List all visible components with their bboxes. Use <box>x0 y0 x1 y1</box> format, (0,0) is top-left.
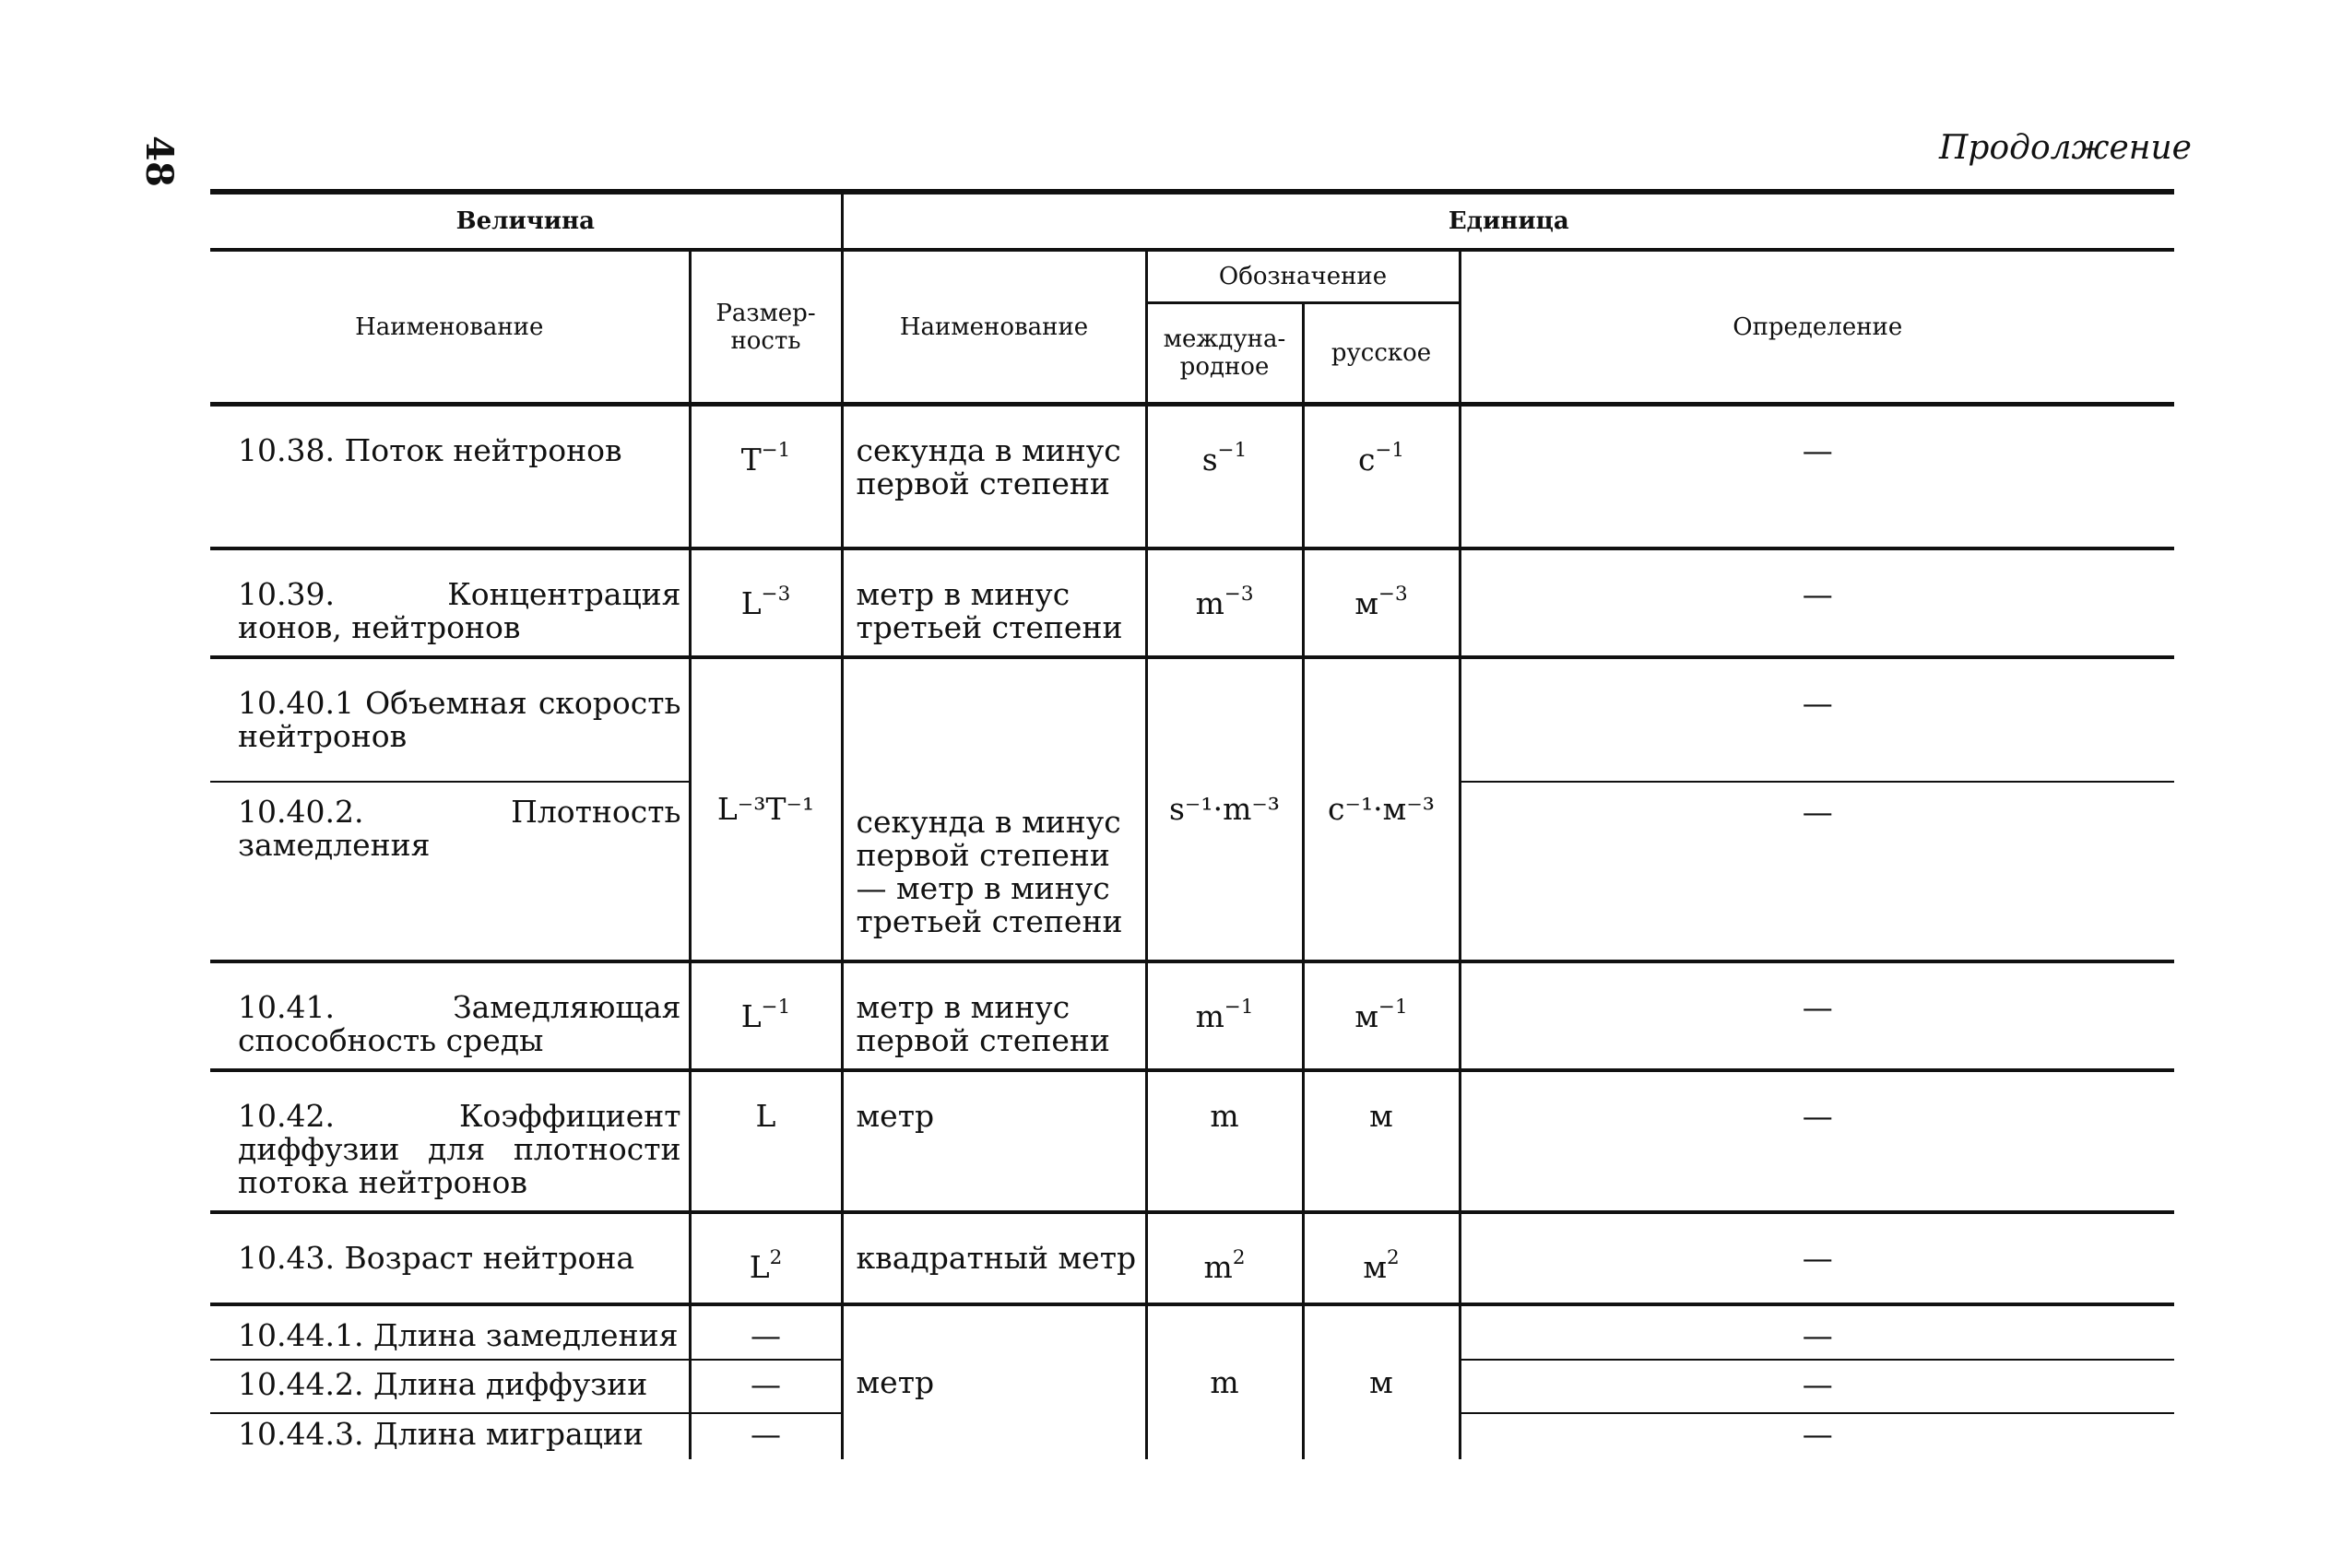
definition-cell: — <box>1460 1360 2174 1413</box>
quantity-cell: 10.41. Замедляющая способность среды <box>210 961 690 1070</box>
header-definition: Определение <box>1460 250 2174 405</box>
table-row <box>210 657 2174 782</box>
quantity-cell: 10.38. Поток нейтронов <box>210 405 690 548</box>
intl-symbol-cell: s⁻¹·m⁻³ <box>1146 657 1303 961</box>
rus-symbol-cell: $с^{-1}$ <box>1303 405 1460 548</box>
quantity-cell: 10.40.1 Объемная скорость нейтронов <box>210 657 690 782</box>
rus-symbol-cell: $м^{-3}$ <box>1303 548 1460 657</box>
dimension-cell: $T^{-1}$ <box>690 405 842 548</box>
dimension-cell: $L^2$ <box>690 1212 842 1304</box>
header-quantity-group: Величина <box>210 192 842 250</box>
definition-cell: — <box>1460 548 2174 657</box>
rus-symbol-cell: $м^{-1}$ <box>1303 961 1460 1070</box>
intl-symbol-cell: m <box>1146 1070 1303 1212</box>
header-russian: русское <box>1303 303 1460 405</box>
quantity-cell: 10.43. Возраст нейтрона <box>210 1212 690 1304</box>
page-number: 48 <box>137 136 182 187</box>
header-quantity-name: Наименование <box>210 250 690 405</box>
table-row <box>210 548 2174 657</box>
unit-name-cell: метр <box>842 1070 1146 1212</box>
rus-symbol-cell: $м^2$ <box>1303 1212 1460 1304</box>
table-row <box>210 1212 2174 1304</box>
dimension-cell: L⁻³T⁻¹ <box>690 657 842 961</box>
intl-symbol-cell: $m^{-3}$ <box>1146 548 1303 657</box>
unit-name-cell: метр в минус первой степени <box>842 961 1146 1070</box>
quantity-cell: 10.42. Коэффициент диффузии для плотности потока нейтронов <box>210 1070 690 1212</box>
header-unit-group: Единица <box>842 192 2174 250</box>
definition-cell: — <box>1460 657 2174 782</box>
definition-cell: — <box>1460 405 2174 548</box>
dimension-cell: L <box>690 1070 842 1212</box>
intl-symbol-cell: $m^{-1}$ <box>1146 961 1303 1070</box>
quantity-cell: 10.39. Концентрация ионов, нейтронов <box>210 548 690 657</box>
definition-cell: — <box>1460 1304 2174 1360</box>
dimension-cell: $L^{-1}$ <box>690 961 842 1070</box>
unit-name-cell: метр в минус третьей степени <box>842 548 1146 657</box>
definition-cell: — <box>1460 782 2174 961</box>
dimension-cell: — <box>690 1413 842 1459</box>
rus-symbol-cell: с⁻¹·м⁻³ <box>1303 657 1460 961</box>
quantity-cell: 10.44.2. Длина диффузии <box>210 1360 690 1413</box>
definition-cell: — <box>1460 1070 2174 1212</box>
header-international: междуна-родное <box>1146 303 1303 405</box>
table-row <box>210 1304 2174 1360</box>
quantity-cell: 10.44.3. Длина миграции <box>210 1413 690 1459</box>
header-dimension: Размер-ность <box>690 250 842 405</box>
unit-name-cell: секунда в минус первой степени — метр в минус третьей степени <box>842 657 1146 961</box>
quantity-cell: 10.44.1. Длина замедления <box>210 1304 690 1360</box>
continuation-label: Продолжение <box>1939 129 2192 167</box>
unit-name-cell: секунда в минус первой степени <box>842 405 1146 548</box>
table-row <box>210 1070 2174 1212</box>
header-row-designation <box>210 250 2174 303</box>
rus-symbol-cell: м <box>1303 1304 1460 1459</box>
table-row <box>210 405 2174 548</box>
header-designation: Обозначение <box>1146 250 1460 303</box>
dimension-cell: — <box>690 1304 842 1360</box>
header-unit-name: Наименование <box>842 250 1146 405</box>
dimension-cell: — <box>690 1360 842 1413</box>
unit-name-cell: метр <box>842 1304 1146 1459</box>
definition-cell: — <box>1460 961 2174 1070</box>
header-row-groups <box>210 192 2174 250</box>
dimension-cell: $L^{-3}$ <box>690 548 842 657</box>
intl-symbol-cell: $m^2$ <box>1146 1212 1303 1304</box>
units-table <box>210 189 2174 1459</box>
rus-symbol-cell: м <box>1303 1070 1460 1212</box>
unit-name-cell: квадратный метр <box>842 1212 1146 1304</box>
definition-cell: — <box>1460 1413 2174 1459</box>
definition-cell: — <box>1460 1212 2174 1304</box>
table-row <box>210 961 2174 1070</box>
quantity-cell: 10.40.2. Плотность замедления <box>210 782 690 961</box>
intl-symbol-cell: $s^{-1}$ <box>1146 405 1303 548</box>
intl-symbol-cell: m <box>1146 1304 1303 1459</box>
